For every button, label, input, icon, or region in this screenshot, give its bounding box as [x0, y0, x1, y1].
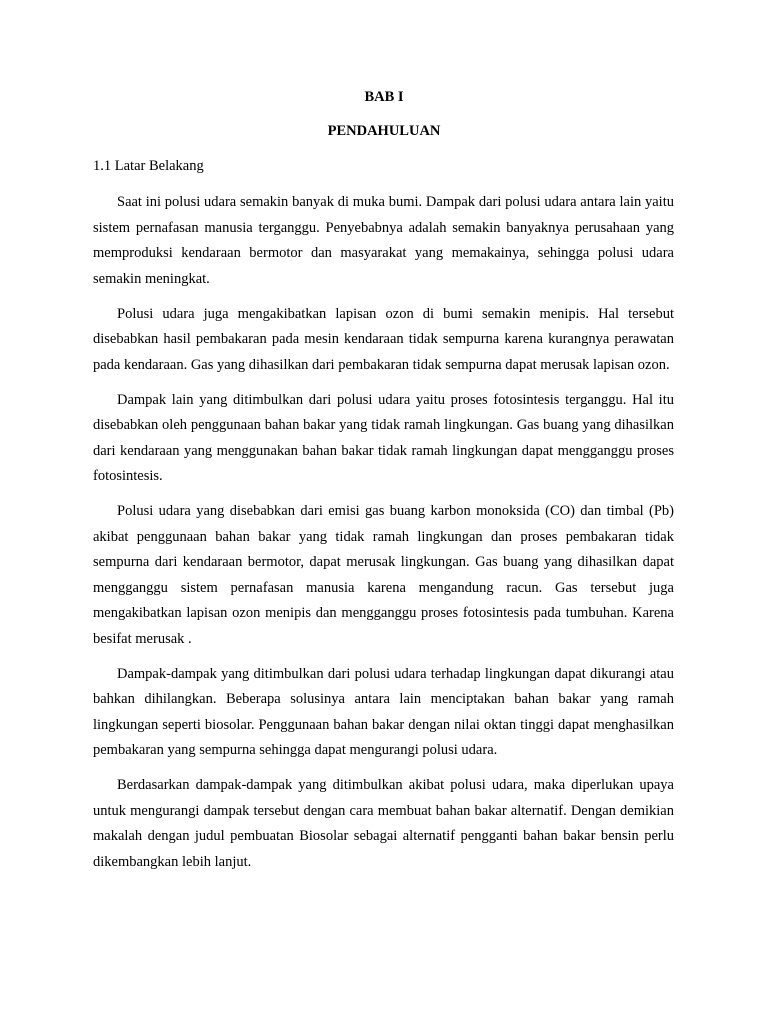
paragraph: Berdasarkan dampak-dampak yang ditimbulkan akibat polusi udara, maka diperlukan upaya untuk mengurangi dampak tersebut dengan cara membuat bahan bakar alternatif. Dengan demikian makalah dengan judul pembuatan Biosolar sebagai alternatif pengganti bahan bakar bensin perlu dikembangkan lebih lanjut. [93, 777, 674, 870]
paragraph: Dampak lain yang ditimbulkan dari polusi udara yaitu proses fotosintesis terganggu. Hal itu disebabkan oleh penggunaan bahan bakar yang tidak ramah lingkungan. Gas buang yang dihasilkan dari kendaraan yang menggunakan bahan bakar tidak ramah lingkungan dapat mengganggu proses fotosintesis. [93, 391, 674, 484]
section-heading: 1.1 Latar Belakang [93, 158, 204, 174]
paragraph: Dampak-dampak yang ditimbulkan dari polusi udara terhadap lingkungan dapat dikurangi atau bahkan dihilangkan. Beberapa solusinya antara lain menciptakan bahan bakar yang ramah lingkungan seperti biosolar. Penggunaan bahan bakar dengan nilai oktan tinggi dapat menghasilkan pembakaran yang sempurna sehingga dapat mengurangi polusi udara. [93, 665, 674, 758]
body-text [93, 190, 674, 885]
chapter-heading: BAB I [364, 89, 404, 105]
chapter-title: PENDAHULUAN [327, 123, 441, 139]
paragraph: Saat ini polusi udara semakin banyak di muka bumi. Dampak dari polusi udara antara lain yaitu sistem pernafasan manusia terganggu. Penyebabnya adalah semakin banyaknya perusahaan yang memproduksi kendaraan bermotor dan masyarakat yang memakainya, sehingga polusi udara semakin meningkat. [93, 194, 674, 287]
paragraph: Polusi udara yang disebabkan dari emisi gas buang karbon monoksida (CO) dan timbal (Pb) akibat penggunaan bahan bakar yang tidak ramah lingkungan dan proses pembakaran tidak sempurna dari kendaraan bermotor, dapat merusak lingkungan. Gas buang yang dihasilkan dapat mengganggu sistem pernafasan manusia karena mengandung racun. Gas tersebut juga mengakibatkan lapisan ozon menipis dan mengganggu proses fotosintesis pada tumbuhan. Karena besifat merusak . [93, 503, 674, 647]
paragraph: Polusi udara juga mengakibatkan lapisan ozon di bumi semakin menipis. Hal tersebut disebabkan hasil pembakaran pada mesin kendaraan tidak sempurna karena kurangnya perawatan pada kendaraan. Gas yang dihasilkan dari pembakaran tidak sempurna dapat merusak lapisan ozon. [93, 305, 674, 373]
